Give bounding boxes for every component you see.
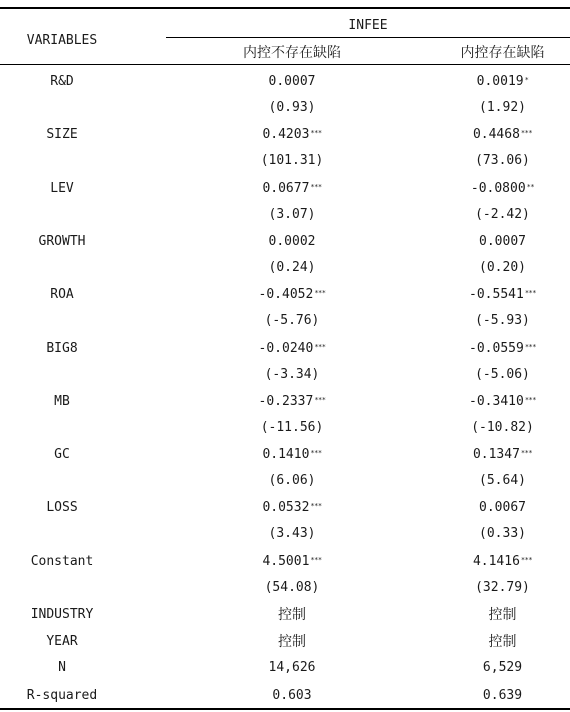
significance-stars: *** [524, 289, 536, 297]
variables-header: VARIABLES [26, 33, 98, 48]
coef-col2 [420, 181, 570, 197]
tstat-col1: (3.07) [268, 207, 316, 222]
coef-value: -0.2337 [258, 394, 314, 409]
tstat-col2: (0.33) [479, 526, 526, 541]
footer-value-col1: 0.603 [272, 688, 312, 703]
tstat-col2: (73.06) [475, 153, 530, 168]
coef-value: -0.5541 [469, 287, 524, 302]
tstat-col2: (1.92) [479, 100, 526, 115]
significance-stars: *** [524, 343, 536, 351]
tstat-col1: (-11.56) [260, 420, 324, 435]
coef-col2 [420, 447, 570, 463]
coef-value: 0.0002 [268, 234, 316, 249]
coef-col1 [200, 394, 384, 410]
row-variable-name: BIG8 [46, 341, 78, 356]
row-variable-name: ROA [50, 287, 74, 302]
coef-col2 [420, 234, 570, 250]
row-variable-name: MB [54, 394, 70, 409]
tstat-col1: (3.43) [268, 526, 316, 541]
tstat-col1: (101.31) [260, 153, 324, 168]
significance-stars: *** [314, 343, 326, 351]
tstat-col1: (0.24) [268, 260, 316, 275]
coef-col2 [420, 341, 570, 357]
tstat-col2: (32.79) [475, 580, 530, 595]
coef-col1 [200, 234, 384, 250]
significance-stars: *** [520, 556, 533, 564]
col1-header: 内控不存在缺陷 [243, 45, 341, 61]
significance-stars: *** [310, 129, 322, 137]
tstat-col1: (6.06) [268, 473, 316, 488]
footer-value-col2: 控制 [488, 634, 517, 650]
coef-col1 [200, 554, 384, 570]
coef-col1 [200, 181, 384, 197]
significance-stars: *** [314, 289, 326, 297]
footer-row-label: R-squared [26, 688, 98, 703]
row-variable-name: R&D [50, 74, 74, 89]
footer-value-col2: 6,529 [482, 660, 523, 675]
row-variable-name: GROWTH [38, 234, 86, 249]
row-variable-name: SIZE [46, 127, 78, 142]
tstat-col1: (-5.76) [264, 313, 320, 328]
coef-value: -0.3410 [469, 394, 524, 409]
coef-col1 [200, 287, 384, 303]
coef-value: 0.1410 [262, 447, 310, 462]
col2-header: 内控存在缺陷 [460, 45, 545, 61]
table-bottom-rule [0, 708, 570, 710]
row-variable-name: GC [54, 447, 70, 462]
coef-value: 0.0007 [268, 74, 316, 89]
tstat-col2: (-10.82) [471, 420, 534, 435]
tstat-col2: (-2.42) [475, 207, 530, 222]
coef-col2 [420, 127, 570, 143]
coef-col1 [200, 127, 384, 143]
group-header-rule [166, 37, 570, 38]
coef-value: -0.0800 [470, 181, 526, 196]
coef-value: -0.0559 [469, 341, 524, 356]
coef-value: 4.1416 [472, 554, 520, 569]
significance-stars: *** [520, 129, 533, 137]
header-bottom-rule [0, 64, 570, 65]
significance-stars: *** [524, 396, 536, 404]
footer-value-col1: 控制 [278, 607, 306, 623]
tstat-col2: (0.20) [479, 260, 526, 275]
tstat-col2: (-5.93) [475, 313, 530, 328]
coef-col2 [420, 500, 570, 516]
coef-col2 [420, 394, 570, 410]
footer-value-col1: 14,626 [268, 660, 316, 675]
coef-value: 0.1347 [472, 447, 520, 462]
infee-group-header: INFEE [348, 18, 388, 33]
coef-value: 0.4468 [472, 127, 520, 142]
coef-col1 [200, 341, 384, 357]
significance-stars: * [524, 76, 529, 84]
coef-value: -0.0240 [258, 341, 314, 356]
coef-value: 0.0007 [479, 234, 526, 249]
tstat-col2: (5.64) [479, 473, 526, 488]
coef-value: 0.0019 [476, 74, 524, 89]
tstat-col1: (-3.34) [264, 367, 320, 382]
coef-value: 4.5001 [262, 554, 310, 569]
coef-col1 [200, 500, 384, 516]
footer-row-label: YEAR [46, 634, 78, 649]
footer-value-col2: 控制 [488, 607, 517, 623]
table-top-rule [0, 7, 570, 9]
row-variable-name: LOSS [46, 500, 78, 515]
row-variable-name: LEV [50, 181, 74, 196]
coef-col2 [420, 554, 570, 570]
coef-value: 0.0532 [262, 500, 310, 515]
coef-value: -0.4052 [258, 287, 314, 302]
coef-col2 [420, 287, 570, 303]
significance-stars: *** [310, 502, 322, 510]
coef-col1 [200, 447, 384, 463]
coef-value: 0.0067 [479, 500, 526, 515]
significance-stars: ** [526, 183, 535, 191]
footer-row-label: N [58, 660, 66, 675]
coef-value: 0.0677 [262, 181, 310, 196]
tstat-col2: (-5.06) [475, 367, 530, 382]
coef-col1 [200, 74, 384, 90]
row-variable-name: Constant [30, 554, 94, 569]
tstat-col1: (0.93) [268, 100, 316, 115]
significance-stars: *** [314, 396, 326, 404]
footer-row-label: INDUSTRY [30, 607, 94, 622]
coef-value: 0.4203 [262, 127, 310, 142]
significance-stars: *** [310, 183, 322, 191]
significance-stars: *** [310, 449, 322, 457]
significance-stars: *** [310, 556, 322, 564]
footer-value-col2: 0.639 [482, 688, 523, 703]
footer-value-col1: 控制 [278, 634, 306, 650]
tstat-col1: (54.08) [264, 580, 320, 595]
significance-stars: *** [520, 449, 533, 457]
coef-col2 [420, 74, 570, 90]
